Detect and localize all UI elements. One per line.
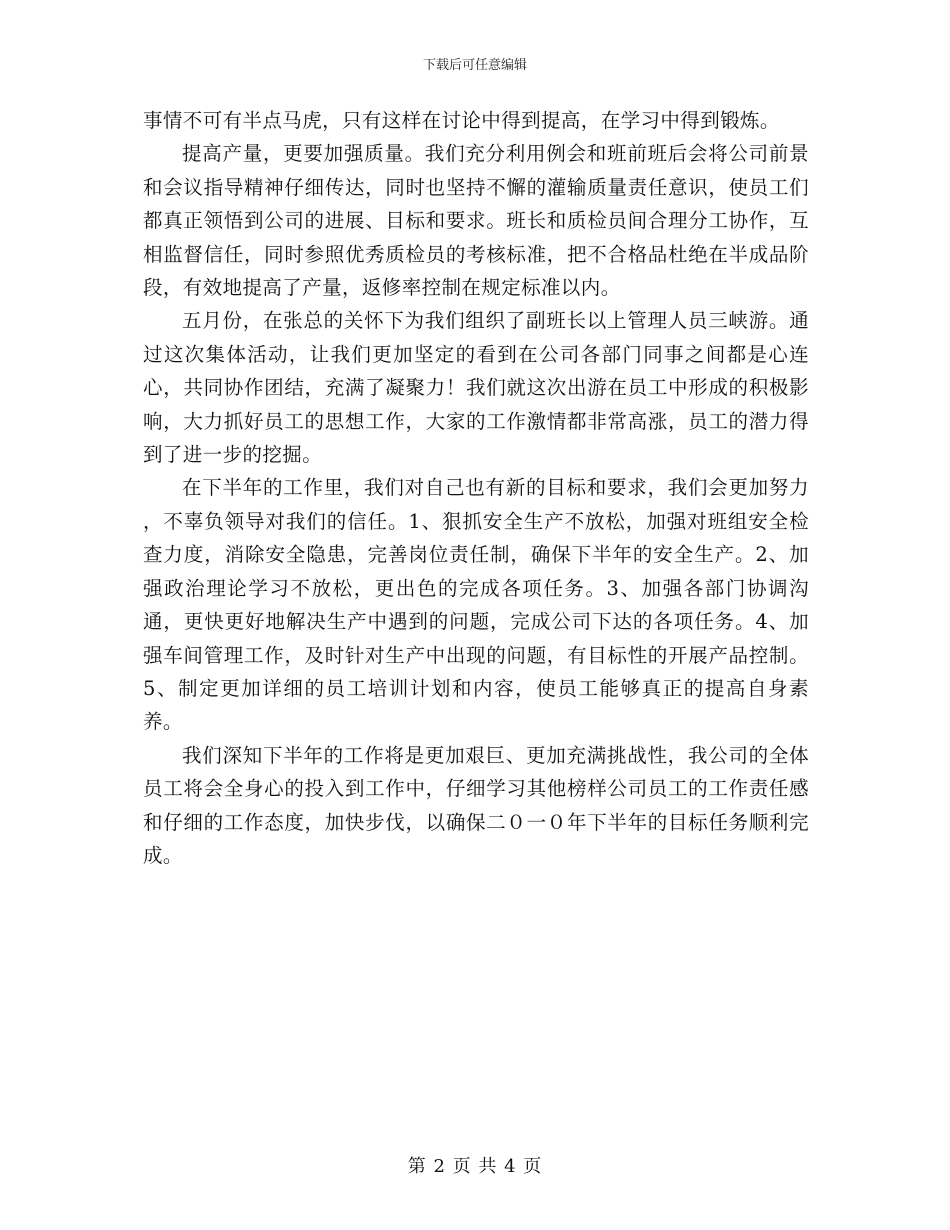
paragraph-continued: 事情不可有半点马虎，只有这样在讨论中得到提高，在学习中得到锻炼。 <box>143 109 780 132</box>
document-body <box>143 104 809 872</box>
header-note: 下载后可任意编辑 <box>422 58 527 73</box>
page-number-footer: 第 2 页 共 4 页 <box>407 1156 543 1177</box>
paragraph-conclusion: 我们深知下半年的工作将是更加艰巨、更加充满挑战性，我公司的全体员工将会全身心的投入到工作中，仔细学习其他榜样公司员工的工作责任感和仔细的工作态度，加快步伐，以确保二０一０年下半年的目标任务顺利完成。 <box>143 743 809 867</box>
paragraph-team-trip: 五月份，在张总的关怀下为我们组织了副班长以上管理人员三峡游。通过这次集体活动，让我们更加坚定的看到在公司各部门同事之间都是心连心，共同协作团结，充满了凝聚力！我们就这次出游在员工中形成的积极影响，大力抓好员工的思想工作，大家的工作激情都非常高涨，员工的潜力得到了进一步的挖掘。 <box>143 309 809 467</box>
paragraph-quality: 提高产量，更要加强质量。我们充分利用例会和班前班后会将公司前景和会议指导精神仔细传达，同时也坚持不懈的灌输质量责任意识，使员工们都真正领悟到公司的进展、目标和要求。班长和质检员间合理分工协作，互相监督信任，同时参照优秀质检员的考核标准，把不合格品杜绝在半成品阶段，有效地提高了产量，返修率控制在规定标准以内。 <box>143 142 809 300</box>
paragraph-second-half-goals: 在下半年的工作里，我们对自己也有新的目标和要求，我们会更加努力 ，不辜负领导对我们的信任。1、狠抓安全生产不放松，加强对班组安全检查力度，消除安全隐患，完善岗位责任制，确保下半年的安全生产。2、加强政治理论学习不放松，更出色的完成各项任务。3、加强各部门协调沟通，更快更好地解决生产中遇到的问题，完成公司下达的各项任务。4、加强车间管理工作，及时针对生产中出现的问题，有目标性的开展产品控制。5、制定更加详细的员工培训计划和内容，使员工能够真正的提高自身素养。 <box>143 476 809 734</box>
